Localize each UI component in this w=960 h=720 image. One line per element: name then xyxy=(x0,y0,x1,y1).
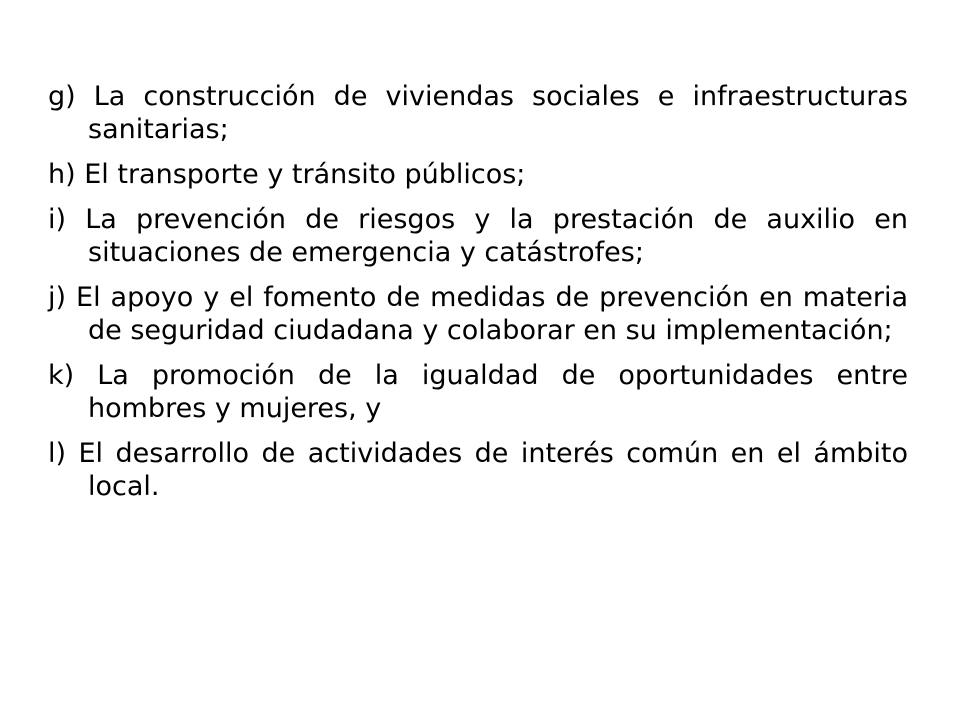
functions-list xyxy=(48,80,908,515)
list-item-g: g) La construcción de viviendas sociales e infraestructuras sanitarias; xyxy=(48,81,908,145)
list-item-i: i) La prevención de riesgos y la prestación de auxilio en situaciones de emergencia y catástrofes; xyxy=(48,204,908,268)
list-item-l: l) El desarrollo de actividades de interés común en el ámbito local. xyxy=(48,438,908,502)
list-item-k: k) La promoción de la igualdad de oportunidades entre hombres y mujeres, y xyxy=(48,360,908,424)
list-item-h: h) El transporte y tránsito públicos; xyxy=(48,159,526,190)
list-item-j: j) El apoyo y el fomento de medidas de prevención en materia de seguridad ciudadana y colaborar en su implementación; xyxy=(48,282,908,346)
